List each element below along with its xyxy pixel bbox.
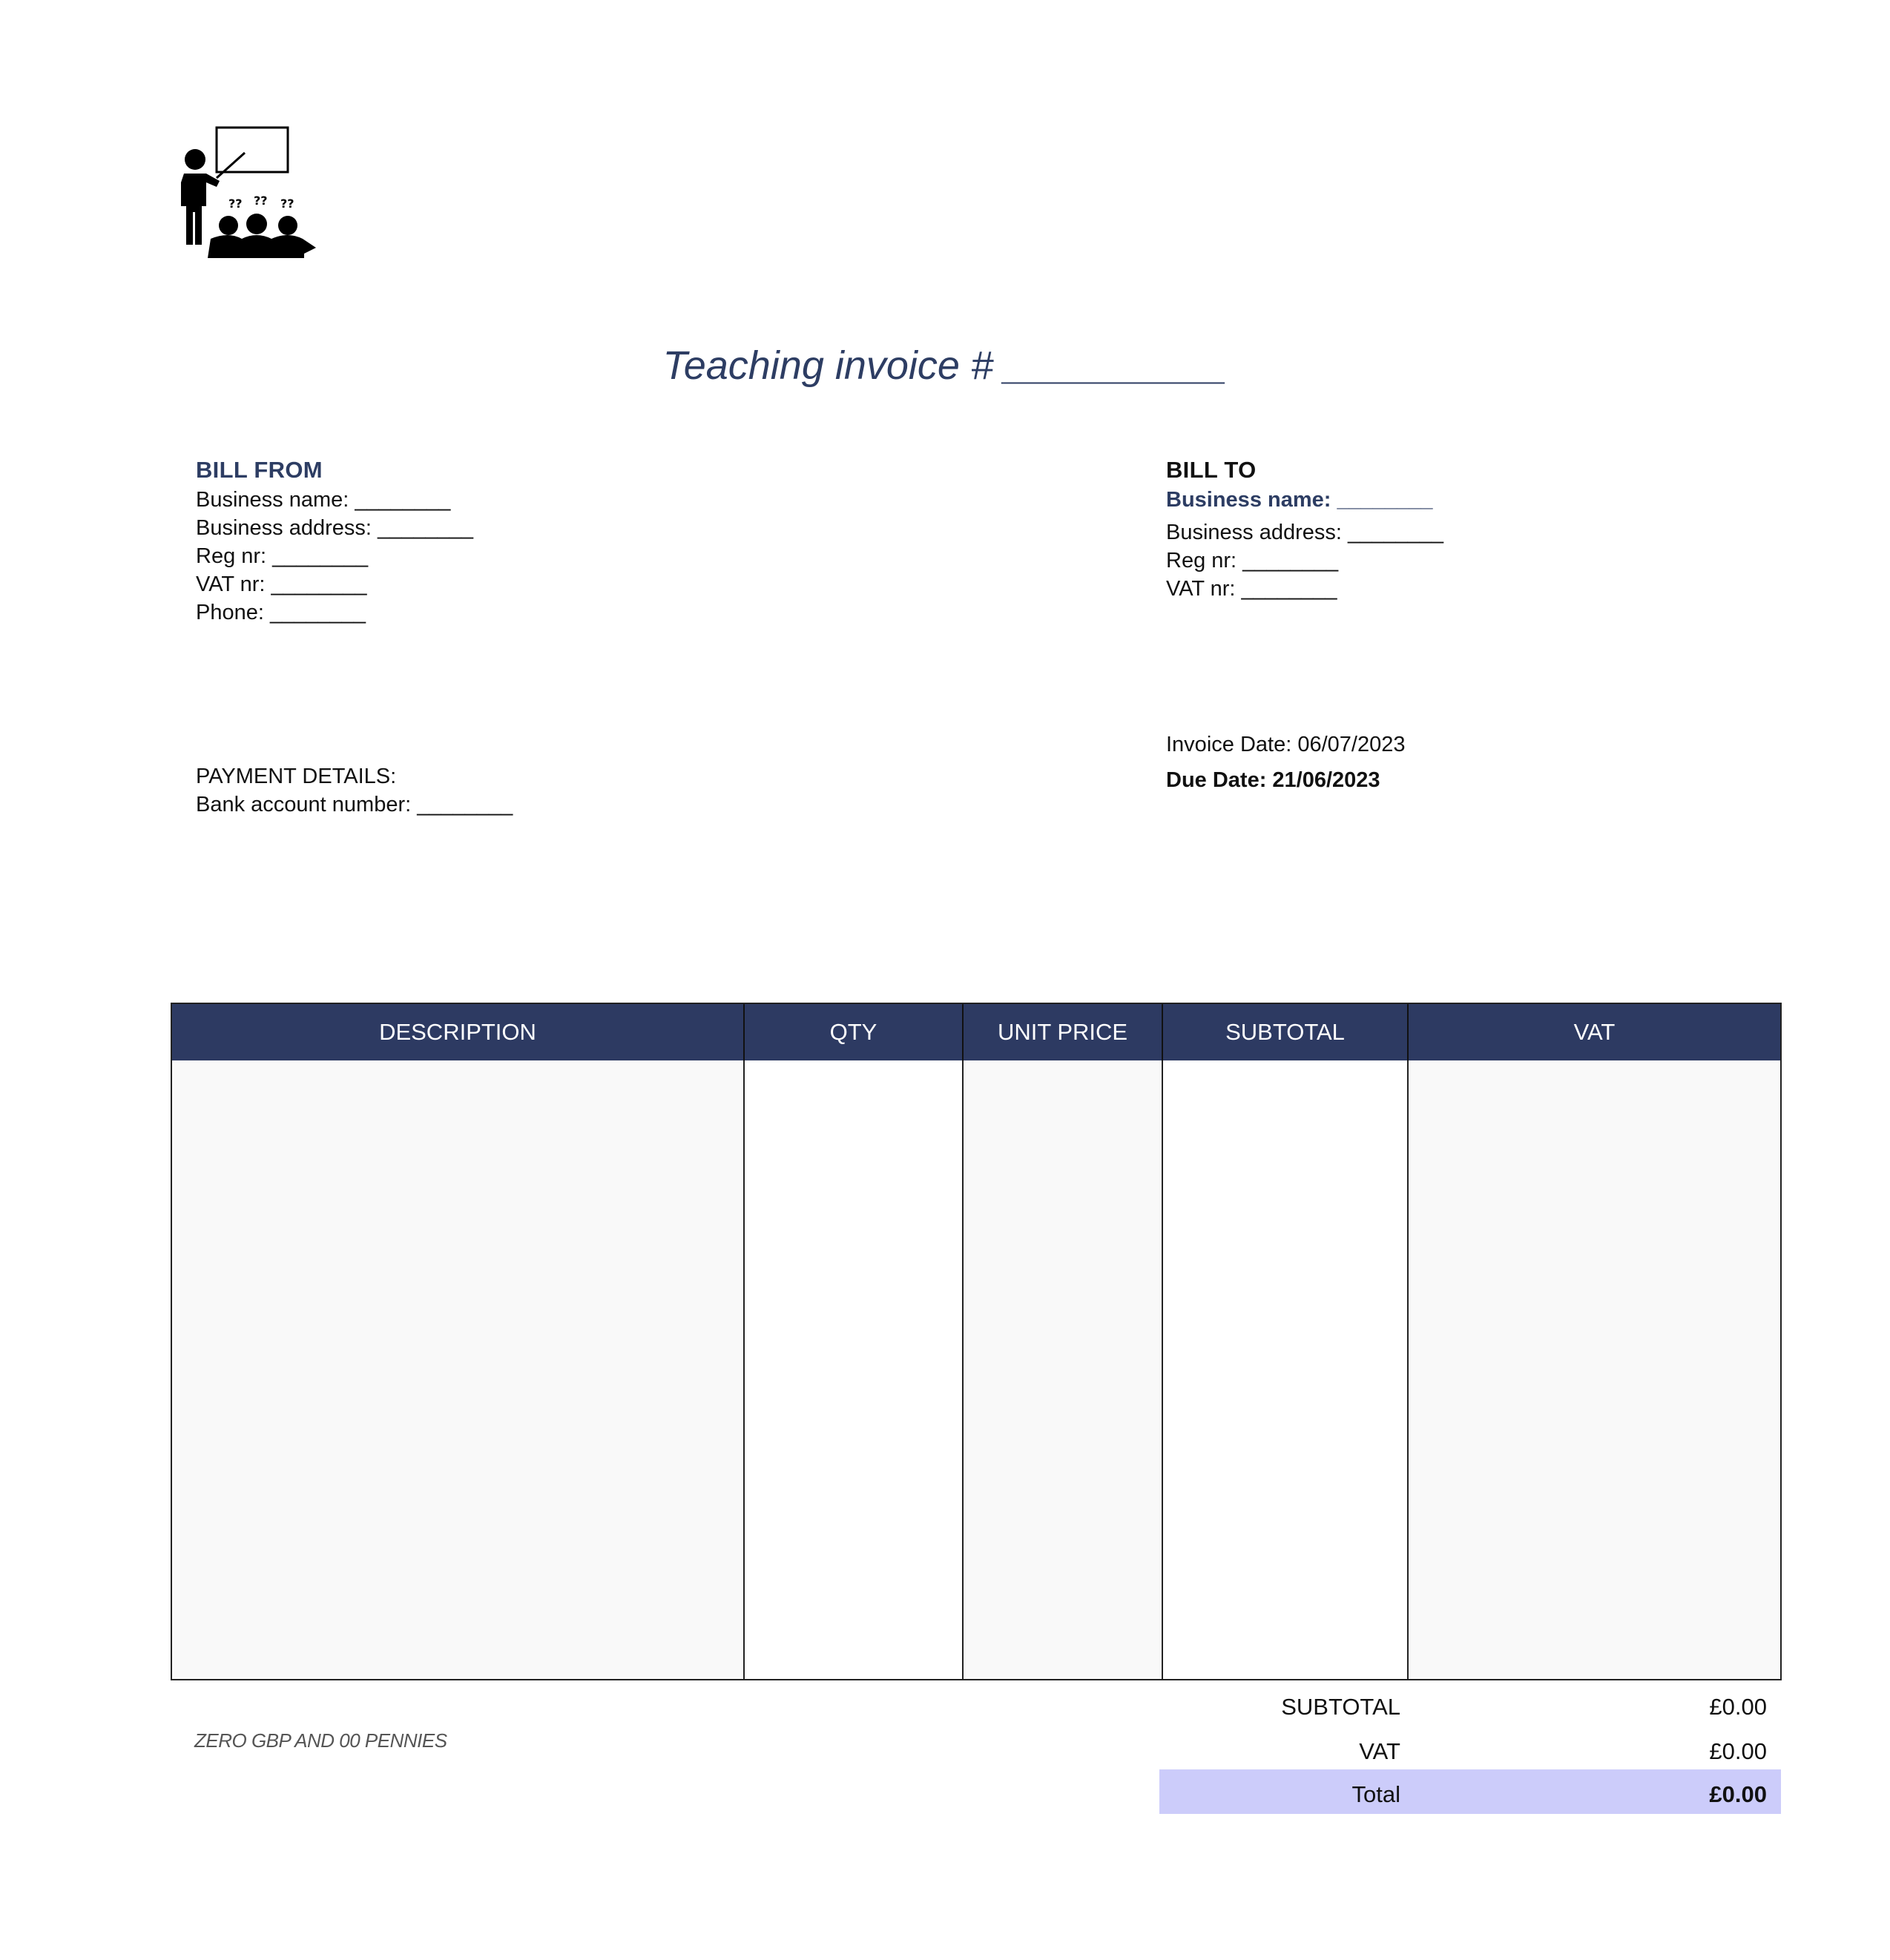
bill-from-section bbox=[196, 456, 473, 627]
amount-in-words: ZERO GBP AND 00 PENNIES bbox=[194, 1729, 447, 1752]
svg-text:??: ?? bbox=[228, 197, 243, 211]
subtotal-column[interactable] bbox=[1163, 1060, 1409, 1679]
vat-label: VAT bbox=[1359, 1738, 1400, 1764]
bank-account-number: Bank account number: ________ bbox=[196, 793, 513, 816]
payment-details-heading: PAYMENT DETAILS: bbox=[196, 765, 397, 788]
qty-column[interactable] bbox=[745, 1060, 964, 1679]
dates-section bbox=[1166, 727, 1405, 798]
total-value: £0.00 bbox=[1709, 1781, 1767, 1807]
subtotal-value: £0.00 bbox=[1709, 1694, 1767, 1720]
svg-text:??: ?? bbox=[280, 197, 294, 211]
col-header-subtotal: SUBTOTAL bbox=[1163, 1004, 1409, 1060]
due-date: Due Date: 21/06/2023 bbox=[1166, 768, 1380, 792]
bill-to-section bbox=[1166, 456, 1443, 603]
teacher-classroom-icon bbox=[171, 125, 319, 262]
vat-column[interactable] bbox=[1409, 1060, 1780, 1679]
bill-from-reg-nr: Reg nr: ________ bbox=[196, 544, 369, 568]
col-header-vat: VAT bbox=[1409, 1004, 1780, 1060]
invoice-title: Teaching invoice # __________ bbox=[662, 343, 1228, 388]
line-items-table bbox=[171, 1003, 1782, 1680]
bill-to-business-address: Business address: ________ bbox=[1166, 521, 1444, 544]
bill-from-vat-nr: VAT nr: ________ bbox=[196, 573, 367, 596]
svg-text:??: ?? bbox=[254, 194, 268, 208]
bill-from-business-name: Business name: ________ bbox=[196, 488, 451, 512]
payment-details-section bbox=[196, 762, 513, 819]
bill-to-heading: BILL TO bbox=[1166, 457, 1257, 483]
col-header-unit-price: UNIT PRICE bbox=[964, 1004, 1163, 1060]
bill-to-reg-nr: Reg nr: ________ bbox=[1166, 549, 1339, 573]
bill-to-business-name: Business name: ________ bbox=[1166, 488, 1433, 512]
description-column[interactable] bbox=[172, 1060, 745, 1679]
invoice-date: Invoice Date: 06/07/2023 bbox=[1166, 733, 1406, 756]
subtotal-label: SUBTOTAL bbox=[1281, 1694, 1400, 1720]
bill-from-business-address: Business address: ________ bbox=[196, 516, 474, 540]
col-header-description: DESCRIPTION bbox=[172, 1004, 745, 1060]
vat-value: £0.00 bbox=[1709, 1738, 1767, 1764]
col-header-qty: QTY bbox=[745, 1004, 964, 1060]
unit-price-column[interactable] bbox=[964, 1060, 1163, 1679]
bill-from-heading: BILL FROM bbox=[196, 457, 323, 483]
total-label: Total bbox=[1351, 1781, 1400, 1807]
bill-to-vat-nr: VAT nr: ________ bbox=[1166, 577, 1337, 601]
bill-from-phone: Phone: ________ bbox=[196, 601, 366, 624]
